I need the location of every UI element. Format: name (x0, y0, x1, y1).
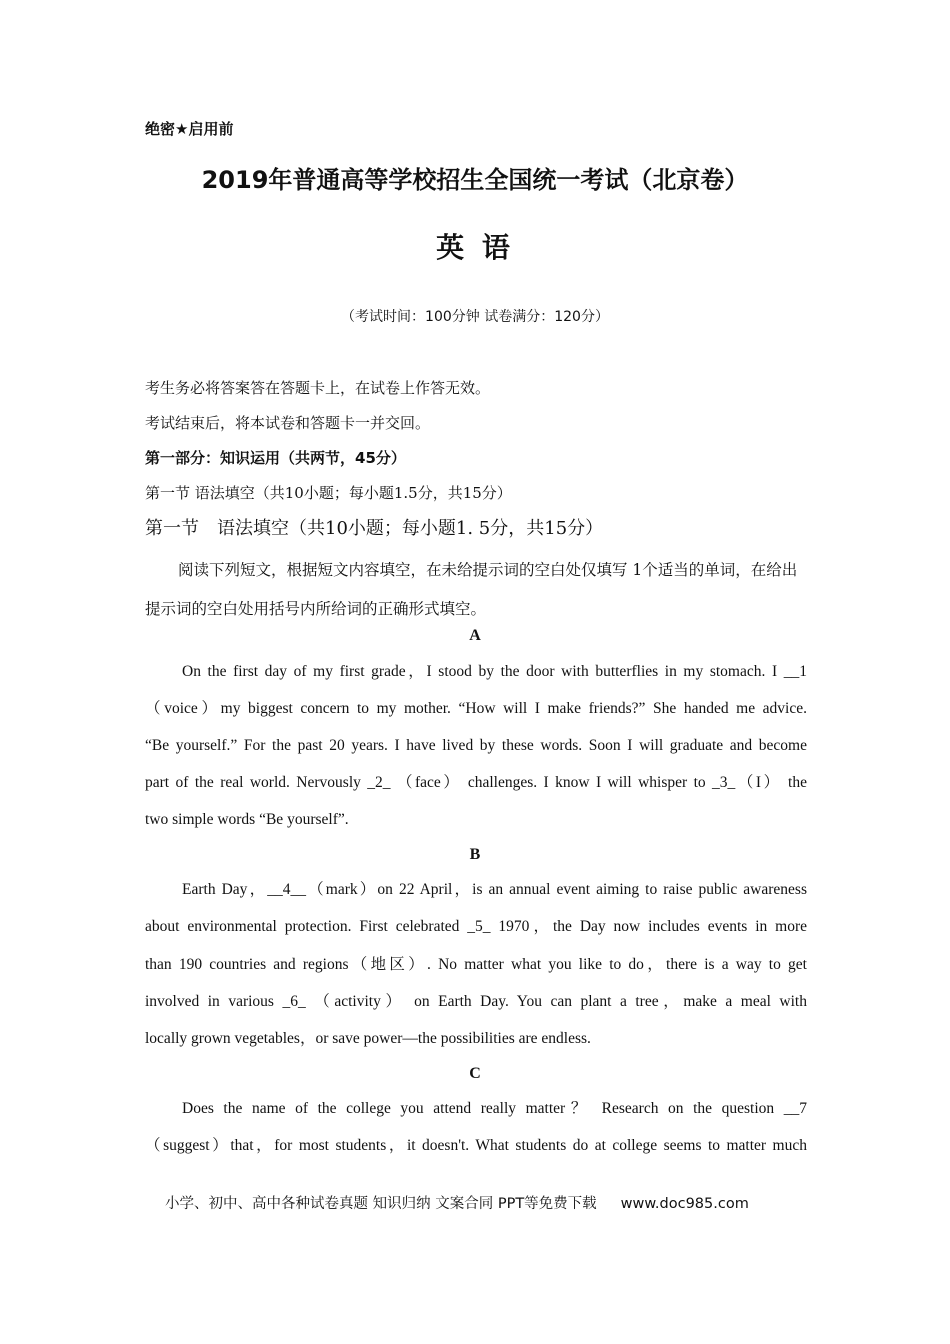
passage-a-line: （voice）my biggest concern to my mother. “How will I make friends?” She handed me advice. (145, 700, 807, 717)
passage-a-label: A (469, 627, 481, 644)
section-one-heading-large: 第一节 语法填空（共10小题；每小题1. 5分，共15分） (145, 518, 604, 539)
note-2: 考试结束后，将本试卷和答题卡一并交回。 (145, 414, 431, 432)
passage-a-line: two simple words “Be yourself”. (145, 811, 349, 828)
note-1: 考生务必将答案答在答题卡上，在试卷上作答无效。 (145, 379, 491, 397)
confidential-label: 绝密★启用前 (145, 120, 234, 138)
passage-c-line: （suggest）that，for most students，it doesn't. What students do at college seems to matter much (145, 1137, 807, 1154)
footer-text: 小学、初中、高中各种试卷真题 知识归纳 文案合同 PPT等免费下载 (165, 1196, 597, 1212)
exam-info: （考试时间：100分钟 试卷满分：120分） (341, 309, 609, 325)
instructions: 阅读下列短文，根据短文内容填空，在未给提示词的空白处仅填写 1个适当的单词，在给出提示词的空白处用括号内所给词的正确形式填空。 (145, 561, 798, 618)
exam-title: 2019年普通高等学校招生全国统一考试（北京卷） (201, 166, 749, 194)
passage-c-line: Does the name of the college you attend really matter？ Research on the question __7 (182, 1100, 807, 1117)
passage-c-label: C (469, 1065, 481, 1082)
section-one-heading: 第一节 语法填空（共10小题；每小题1.5分，共15分） (145, 484, 512, 502)
passage-a-line: “Be yourself.” For the past 20 years. I have lived by these words. Soon I will graduate and become (145, 737, 807, 754)
passage-b-label: B (469, 846, 481, 863)
passage-a-line: part of the real world. Nervously _2_ （face） challenges. I know I will whisper to _3_（I） the (145, 774, 807, 791)
passage-b-line: than 190 countries and regions（地区）. No matter what you like to do，there is a way to get (145, 956, 807, 973)
footer (165, 1192, 749, 1213)
footer-url[interactable]: www.doc985.com (620, 1196, 749, 1212)
passage-b-line: about environmental protection. First celebrated _5_ 1970，the Day now includes events in more (145, 918, 807, 935)
passage-b-line: locally grown vegetables，or save power—the possibilities are endless. (145, 1030, 591, 1047)
passage-b-line: Earth Day，__4__（mark）on 22 April，is an annual event aiming to raise public awareness (182, 881, 807, 898)
passage-b-line: involved in various _6_ （activity） on Earth Day. You can plant a tree，make a meal with (145, 993, 807, 1010)
subject-title: 英 语 (436, 231, 514, 264)
passage-a-line: On the first day of my first grade，I stood by the door with butterflies in my stomach. I __1 (182, 663, 807, 680)
part-one-heading: 第一部分：知识运用（共两节，45分） (145, 449, 406, 467)
